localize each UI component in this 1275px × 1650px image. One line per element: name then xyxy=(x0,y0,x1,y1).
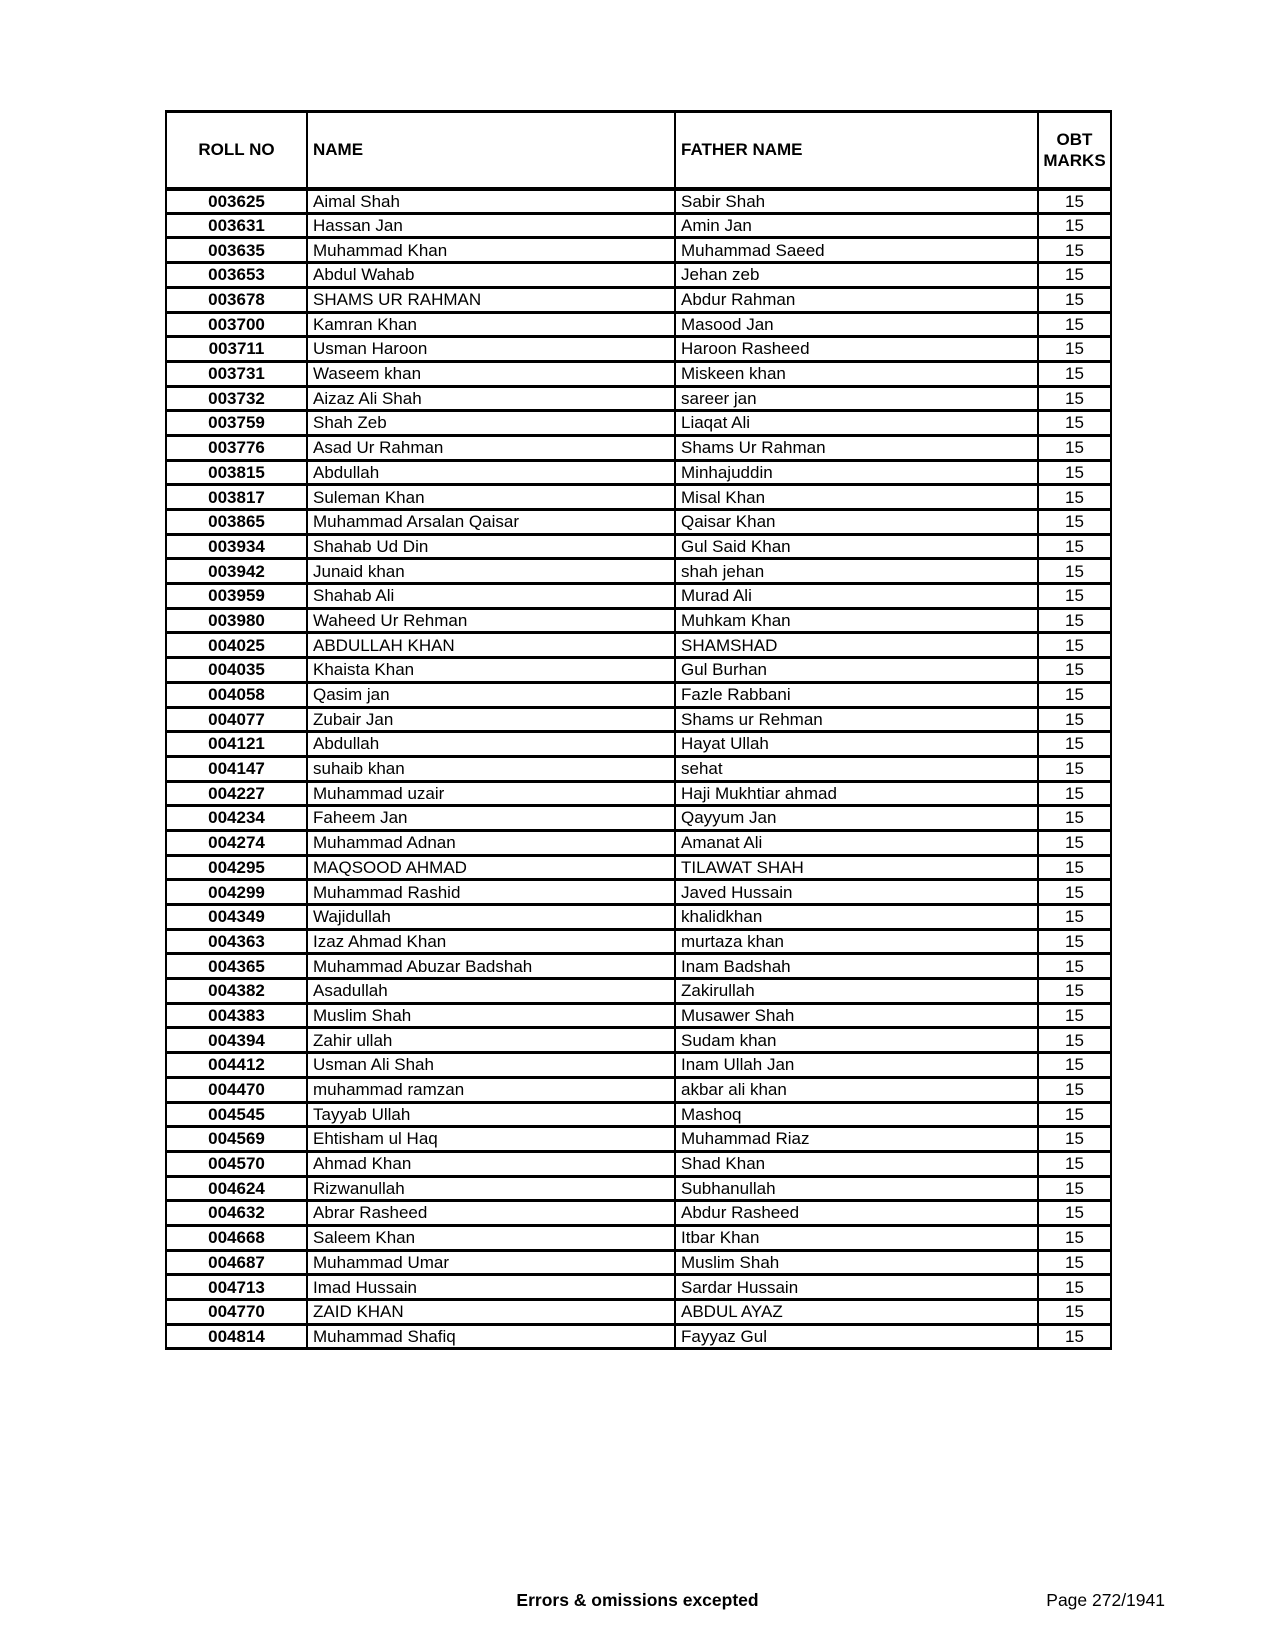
name-cell: Wajidullah xyxy=(307,905,675,930)
father-name-cell: murtaza khan xyxy=(675,929,1038,954)
name-cell: Waseem khan xyxy=(307,361,675,386)
father-name-cell: Itbar Khan xyxy=(675,1225,1038,1250)
marks-cell: 15 xyxy=(1038,1201,1111,1226)
roll-no-cell: 004227 xyxy=(166,781,307,806)
marks-cell: 15 xyxy=(1038,485,1111,510)
roll-no-cell: 004234 xyxy=(166,806,307,831)
roll-no-cell: 004295 xyxy=(166,855,307,880)
marks-cell: 15 xyxy=(1038,1225,1111,1250)
table-row xyxy=(166,1028,1111,1053)
roll-no-cell: 004035 xyxy=(166,658,307,683)
father-name-cell: khalidkhan xyxy=(675,905,1038,930)
name-cell: Muhammad uzair xyxy=(307,781,675,806)
name-cell: Shahab Ud Din xyxy=(307,534,675,559)
father-name-cell: Gul Said Khan xyxy=(675,534,1038,559)
table-row xyxy=(166,1176,1111,1201)
table-row xyxy=(166,756,1111,781)
father-name-cell: shah jehan xyxy=(675,559,1038,584)
name-cell: suhaib khan xyxy=(307,756,675,781)
name-cell: Asadullah xyxy=(307,979,675,1004)
roll-no-cell: 004365 xyxy=(166,954,307,979)
father-name-cell: Miskeen khan xyxy=(675,361,1038,386)
roll-no-cell: 003635 xyxy=(166,238,307,263)
father-name-cell: Misal Khan xyxy=(675,485,1038,510)
table-row xyxy=(166,880,1111,905)
father-name-cell: Minhajuddin xyxy=(675,460,1038,485)
roll-no-cell: 004121 xyxy=(166,732,307,757)
father-name-cell: Abdur Rasheed xyxy=(675,1201,1038,1226)
roll-no-cell: 004570 xyxy=(166,1151,307,1176)
roll-no-cell: 003711 xyxy=(166,337,307,362)
table-row xyxy=(166,411,1111,436)
roll-no-cell: 004814 xyxy=(166,1324,307,1349)
father-name-cell: Inam Badshah xyxy=(675,954,1038,979)
table-row xyxy=(166,1275,1111,1300)
marks-cell: 15 xyxy=(1038,658,1111,683)
name-cell: Rizwanullah xyxy=(307,1176,675,1201)
table-row xyxy=(166,263,1111,288)
table-row xyxy=(166,1250,1111,1275)
father-name-cell: Subhanullah xyxy=(675,1176,1038,1201)
name-cell: Junaid khan xyxy=(307,559,675,584)
name-cell: Kamran Khan xyxy=(307,312,675,337)
roll-no-cell: 003732 xyxy=(166,386,307,411)
father-name-cell: SHAMSHAD xyxy=(675,633,1038,658)
roll-no-cell: 004770 xyxy=(166,1300,307,1325)
father-name-cell: Shad Khan xyxy=(675,1151,1038,1176)
marks-cell: 15 xyxy=(1038,337,1111,362)
name-cell: Ahmad Khan xyxy=(307,1151,675,1176)
father-name-cell: Sabir Shah xyxy=(675,189,1038,214)
father-name-cell: Qayyum Jan xyxy=(675,806,1038,831)
marks-cell: 15 xyxy=(1038,929,1111,954)
father-name-cell: Masood Jan xyxy=(675,312,1038,337)
father-name-cell: Jehan zeb xyxy=(675,263,1038,288)
table-row xyxy=(166,189,1111,214)
name-cell: Shahab Ali xyxy=(307,584,675,609)
table-row xyxy=(166,1053,1111,1078)
marks-cell: 15 xyxy=(1038,584,1111,609)
father-name-cell: Muhkam Khan xyxy=(675,608,1038,633)
table-row xyxy=(166,337,1111,362)
table-row xyxy=(166,534,1111,559)
name-cell: Ehtisham ul Haq xyxy=(307,1127,675,1152)
marks-cell: 15 xyxy=(1038,1127,1111,1152)
roll-no-cell: 004383 xyxy=(166,1003,307,1028)
roll-no-cell: 004382 xyxy=(166,979,307,1004)
marks-cell: 15 xyxy=(1038,756,1111,781)
roll-no-cell: 003625 xyxy=(166,189,307,214)
father-name-cell: Javed Hussain xyxy=(675,880,1038,905)
marks-cell: 15 xyxy=(1038,732,1111,757)
name-cell: ABDULLAH KHAN xyxy=(307,633,675,658)
father-name-cell: Murad Ali xyxy=(675,584,1038,609)
name-cell: Muhammad Umar xyxy=(307,1250,675,1275)
marks-cell: 15 xyxy=(1038,238,1111,263)
marks-cell: 15 xyxy=(1038,435,1111,460)
marks-cell: 15 xyxy=(1038,633,1111,658)
name-cell: Saleem Khan xyxy=(307,1225,675,1250)
roll-no-cell: 003815 xyxy=(166,460,307,485)
table-row xyxy=(166,855,1111,880)
father-name-cell: Haroon Rasheed xyxy=(675,337,1038,362)
marks-cell: 15 xyxy=(1038,682,1111,707)
roll-no-cell: 004624 xyxy=(166,1176,307,1201)
marks-cell: 15 xyxy=(1038,1077,1111,1102)
marks-cell: 15 xyxy=(1038,1028,1111,1053)
father-name-cell: Fayyaz Gul xyxy=(675,1324,1038,1349)
table-row xyxy=(166,238,1111,263)
name-cell: Usman Ali Shah xyxy=(307,1053,675,1078)
table-row xyxy=(166,510,1111,535)
table-row xyxy=(166,806,1111,831)
roll-no-cell: 004299 xyxy=(166,880,307,905)
roll-no-cell: 004394 xyxy=(166,1028,307,1053)
name-cell: Aimal Shah xyxy=(307,189,675,214)
name-cell: Abdullah xyxy=(307,732,675,757)
table-row xyxy=(166,584,1111,609)
footer-page-number: Page 272/1941 xyxy=(1046,1590,1165,1610)
roll-no-cell: 003731 xyxy=(166,361,307,386)
table-row xyxy=(166,1127,1111,1152)
table-row xyxy=(166,1151,1111,1176)
table-row xyxy=(166,435,1111,460)
name-cell: Suleman Khan xyxy=(307,485,675,510)
name-cell: Abdullah xyxy=(307,460,675,485)
table-row xyxy=(166,633,1111,658)
roll-no-cell: 003934 xyxy=(166,534,307,559)
table-row xyxy=(166,460,1111,485)
marks-cell: 15 xyxy=(1038,1250,1111,1275)
father-name-cell: Mashoq xyxy=(675,1102,1038,1127)
father-name-cell: Shams Ur Rahman xyxy=(675,435,1038,460)
roll-no-cell: 003980 xyxy=(166,608,307,633)
roll-no-cell: 004274 xyxy=(166,830,307,855)
roll-no-cell: 003959 xyxy=(166,584,307,609)
roll-no-cell: 004363 xyxy=(166,929,307,954)
name-cell: Tayyab Ullah xyxy=(307,1102,675,1127)
father-name-cell: Amin Jan xyxy=(675,213,1038,238)
father-name-cell: sehat xyxy=(675,756,1038,781)
header-name: NAME xyxy=(307,112,675,189)
marks-cell: 15 xyxy=(1038,1053,1111,1078)
table-row xyxy=(166,1201,1111,1226)
father-name-cell: Musawer Shah xyxy=(675,1003,1038,1028)
roll-no-cell: 004349 xyxy=(166,905,307,930)
father-name-cell: Sardar Hussain xyxy=(675,1275,1038,1300)
name-cell: Muhammad Khan xyxy=(307,238,675,263)
roll-no-cell: 004569 xyxy=(166,1127,307,1152)
table-row xyxy=(166,1102,1111,1127)
table-row xyxy=(166,929,1111,954)
roll-no-cell: 004025 xyxy=(166,633,307,658)
marks-cell: 15 xyxy=(1038,781,1111,806)
roll-no-cell: 003776 xyxy=(166,435,307,460)
father-name-cell: Muhammad Riaz xyxy=(675,1127,1038,1152)
name-cell: ZAID KHAN xyxy=(307,1300,675,1325)
marks-cell: 15 xyxy=(1038,608,1111,633)
table-row xyxy=(166,1225,1111,1250)
marks-cell: 15 xyxy=(1038,189,1111,214)
table-row xyxy=(166,213,1111,238)
name-cell: Khaista Khan xyxy=(307,658,675,683)
name-cell: Zahir ullah xyxy=(307,1028,675,1053)
roll-no-cell: 003942 xyxy=(166,559,307,584)
marks-cell: 15 xyxy=(1038,1300,1111,1325)
marks-cell: 15 xyxy=(1038,287,1111,312)
name-cell: Zubair Jan xyxy=(307,707,675,732)
father-name-cell: Gul Burhan xyxy=(675,658,1038,683)
marks-cell: 15 xyxy=(1038,806,1111,831)
name-cell: Abdul Wahab xyxy=(307,263,675,288)
roll-no-cell: 003653 xyxy=(166,263,307,288)
header-roll-no: ROLL NO xyxy=(166,112,307,189)
roll-no-cell: 004058 xyxy=(166,682,307,707)
marks-cell: 15 xyxy=(1038,386,1111,411)
marks-cell: 15 xyxy=(1038,559,1111,584)
marks-cell: 15 xyxy=(1038,954,1111,979)
roll-no-cell: 003817 xyxy=(166,485,307,510)
roll-no-cell: 004412 xyxy=(166,1053,307,1078)
table-row xyxy=(166,1077,1111,1102)
marks-cell: 15 xyxy=(1038,1003,1111,1028)
name-cell: Faheem Jan xyxy=(307,806,675,831)
marks-cell: 15 xyxy=(1038,1324,1111,1349)
father-name-cell: sareer jan xyxy=(675,386,1038,411)
table-row xyxy=(166,781,1111,806)
marks-cell: 15 xyxy=(1038,1151,1111,1176)
footer-disclaimer: Errors & omissions excepted xyxy=(516,1590,759,1610)
name-cell: Qasim jan xyxy=(307,682,675,707)
marks-cell: 15 xyxy=(1038,263,1111,288)
header-father-name: FATHER NAME xyxy=(675,112,1038,189)
name-cell: Muhammad Abuzar Badshah xyxy=(307,954,675,979)
name-cell: Muhammad Rashid xyxy=(307,880,675,905)
roll-no-cell: 003631 xyxy=(166,213,307,238)
father-name-cell: Muhammad Saeed xyxy=(675,238,1038,263)
table-row xyxy=(166,905,1111,930)
roll-no-cell: 004077 xyxy=(166,707,307,732)
name-cell: Aizaz Ali Shah xyxy=(307,386,675,411)
table-row xyxy=(166,830,1111,855)
marks-cell: 15 xyxy=(1038,707,1111,732)
name-cell: muhammad ramzan xyxy=(307,1077,675,1102)
marks-cell: 15 xyxy=(1038,460,1111,485)
table-row xyxy=(166,1324,1111,1349)
father-name-cell: Sudam khan xyxy=(675,1028,1038,1053)
marks-cell: 15 xyxy=(1038,534,1111,559)
table-row xyxy=(166,608,1111,633)
table-row xyxy=(166,658,1111,683)
table-header-row xyxy=(166,112,1111,189)
father-name-cell: Shams ur Rehman xyxy=(675,707,1038,732)
roll-no-cell: 004668 xyxy=(166,1225,307,1250)
roll-no-cell: 004545 xyxy=(166,1102,307,1127)
father-name-cell: Amanat Ali xyxy=(675,830,1038,855)
father-name-cell: Abdur Rahman xyxy=(675,287,1038,312)
father-name-cell: Inam Ullah Jan xyxy=(675,1053,1038,1078)
name-cell: Muhammad Shafiq xyxy=(307,1324,675,1349)
marks-cell: 15 xyxy=(1038,411,1111,436)
name-cell: Abrar Rasheed xyxy=(307,1201,675,1226)
marks-cell: 15 xyxy=(1038,510,1111,535)
roll-no-cell: 004687 xyxy=(166,1250,307,1275)
name-cell: SHAMS UR RAHMAN xyxy=(307,287,675,312)
roll-no-cell: 003678 xyxy=(166,287,307,312)
marks-cell: 15 xyxy=(1038,905,1111,930)
marks-cell: 15 xyxy=(1038,1176,1111,1201)
table-row xyxy=(166,386,1111,411)
table-row xyxy=(166,361,1111,386)
table-row xyxy=(166,287,1111,312)
name-cell: Muhammad Arsalan Qaisar xyxy=(307,510,675,535)
name-cell: Hassan Jan xyxy=(307,213,675,238)
table-row xyxy=(166,1003,1111,1028)
roll-no-cell: 003759 xyxy=(166,411,307,436)
father-name-cell: Haji Mukhtiar ahmad xyxy=(675,781,1038,806)
marks-cell: 15 xyxy=(1038,1102,1111,1127)
father-name-cell: akbar ali khan xyxy=(675,1077,1038,1102)
father-name-cell: Muslim Shah xyxy=(675,1250,1038,1275)
name-cell: Waheed Ur Rehman xyxy=(307,608,675,633)
name-cell: Asad Ur Rahman xyxy=(307,435,675,460)
name-cell: Izaz Ahmad Khan xyxy=(307,929,675,954)
marks-cell: 15 xyxy=(1038,880,1111,905)
roll-no-cell: 003865 xyxy=(166,510,307,535)
father-name-cell: Qaisar Khan xyxy=(675,510,1038,535)
father-name-cell: Hayat Ullah xyxy=(675,732,1038,757)
father-name-cell: ABDUL AYAZ xyxy=(675,1300,1038,1325)
marks-cell: 15 xyxy=(1038,979,1111,1004)
table-row xyxy=(166,485,1111,510)
marks-table xyxy=(165,110,1112,1350)
father-name-cell: TILAWAT SHAH xyxy=(675,855,1038,880)
father-name-cell: Zakirullah xyxy=(675,979,1038,1004)
roll-no-cell: 004632 xyxy=(166,1201,307,1226)
table-row xyxy=(166,682,1111,707)
header-obt-marks: OBT MARKS xyxy=(1038,112,1111,189)
table-row xyxy=(166,1300,1111,1325)
table-row xyxy=(166,559,1111,584)
table-row xyxy=(166,732,1111,757)
father-name-cell: Liaqat Ali xyxy=(675,411,1038,436)
table-row xyxy=(166,954,1111,979)
marks-cell: 15 xyxy=(1038,855,1111,880)
roll-no-cell: 003700 xyxy=(166,312,307,337)
father-name-cell: Fazle Rabbani xyxy=(675,682,1038,707)
roll-no-cell: 004713 xyxy=(166,1275,307,1300)
table-row xyxy=(166,707,1111,732)
marks-cell: 15 xyxy=(1038,361,1111,386)
marks-cell: 15 xyxy=(1038,312,1111,337)
marks-cell: 15 xyxy=(1038,213,1111,238)
name-cell: Muhammad Adnan xyxy=(307,830,675,855)
name-cell: MAQSOOD AHMAD xyxy=(307,855,675,880)
name-cell: Shah Zeb xyxy=(307,411,675,436)
name-cell: Imad Hussain xyxy=(307,1275,675,1300)
roll-no-cell: 004147 xyxy=(166,756,307,781)
marks-cell: 15 xyxy=(1038,830,1111,855)
name-cell: Usman Haroon xyxy=(307,337,675,362)
roll-no-cell: 004470 xyxy=(166,1077,307,1102)
marks-cell: 15 xyxy=(1038,1275,1111,1300)
table-row xyxy=(166,312,1111,337)
name-cell: Muslim Shah xyxy=(307,1003,675,1028)
table-row xyxy=(166,979,1111,1004)
